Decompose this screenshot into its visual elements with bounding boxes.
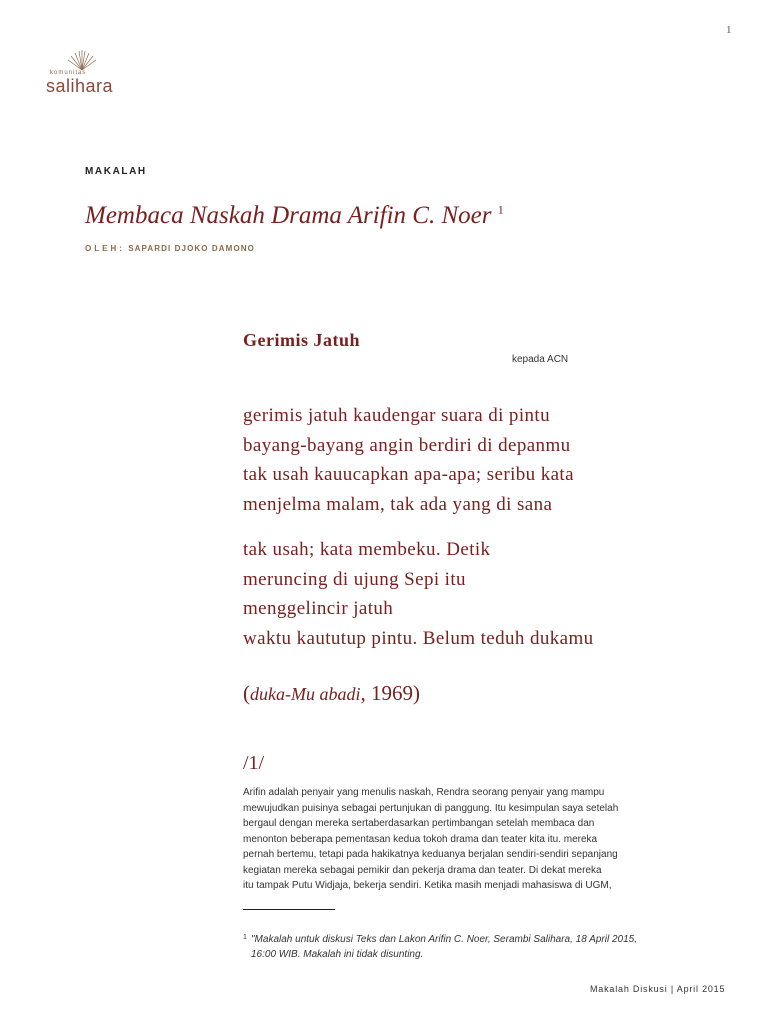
poem-line: gerimis jatuh kaudengar suara di pintu — [243, 405, 550, 426]
section-label: MAKALAH — [85, 166, 147, 177]
poem-line: bayang-bayang angin berdiri di depanmu — [243, 434, 571, 456]
poem-source-year: , 1969) — [360, 681, 420, 705]
author-name: SAPARDI DJOKO DAMONO — [128, 244, 255, 253]
body-line: Arifin adalah penyair yang menulis naskah, Rendra seorang penyair yang mampu — [243, 787, 605, 798]
footnote-text — [251, 932, 637, 962]
document-title — [85, 202, 504, 230]
salihara-logo — [46, 50, 136, 100]
footnote-divider — [243, 909, 335, 910]
poem-line: menjelma malam, tak ada yang di sana — [243, 493, 553, 515]
poem-stanza-1 — [243, 401, 574, 519]
poem-line: tak usah; kata membeku. Detik — [243, 539, 491, 560]
poem-source — [243, 681, 420, 706]
poem-line: tak usah kauucapkan apa-apa; seribu kata — [243, 464, 574, 485]
poem-title: Gerimis Jatuh — [243, 330, 360, 350]
body-paragraph — [243, 785, 743, 894]
poem-source-title: duka-Mu abadi — [250, 684, 361, 704]
section-number: /1/ — [243, 752, 265, 774]
author-line — [85, 244, 255, 253]
poem-line: meruncing di ujung Sepi itu — [243, 568, 466, 590]
body-line: bergaul dengan mereka sertaberdasarkan pertimbangan setelah membaca dan — [243, 818, 595, 829]
poem-line: waktu kaututup pintu. Belum teduh dukamu — [243, 627, 594, 649]
page-number: 1 — [726, 24, 732, 36]
body-line: menonton beberapa pementasan kedua tokoh drama dan teater kita itu. mereka — [243, 833, 598, 845]
author-label: OLEH: — [85, 244, 125, 253]
body-line: itu tampak Putu Widjaja, bekerja sendiri. Ketika masih menjadi mahasiswa di UGM, — [243, 880, 612, 891]
logo-name: salihara — [46, 76, 114, 96]
title-footnote-mark: 1 — [497, 202, 504, 217]
body-line: kegiatan mereka sebagai pemikir dan pekerja drama dan teater. Di dekat mereka — [243, 864, 602, 876]
body-line: mewujudkan puisinya sebagai pertunjukan di panggung. Itu kesimpulan saya setelah — [243, 802, 619, 814]
title-text: Membaca Naskah Drama Arifin C. Noer — [85, 202, 492, 229]
footnote-line: 16:00 WIB. Makalah ini tidak disunting. — [251, 949, 424, 960]
poem-source-open: ( — [243, 681, 250, 705]
body-line: pernah bertemu, tetapi pada hakikatnya keduanya berjalan sendiri-sendiri sepanjang — [243, 849, 618, 860]
logo-subtitle: komunitas — [50, 70, 87, 76]
poem-line: menggelincir jatuh — [243, 598, 394, 619]
logo-sunburst-icon — [64, 50, 100, 72]
footnote-line: "Makalah untuk diskusi Teks dan Lakon Arifin C. Noer, Serambi Salihara, 18 April 2015, — [251, 934, 637, 945]
page-footer: Makalah Diskusi | April 2015 — [590, 984, 726, 994]
poem-stanza-2 — [243, 535, 594, 653]
poem-dedication: kepada ACN — [512, 354, 569, 365]
footnote-mark: 1 — [243, 934, 247, 941]
